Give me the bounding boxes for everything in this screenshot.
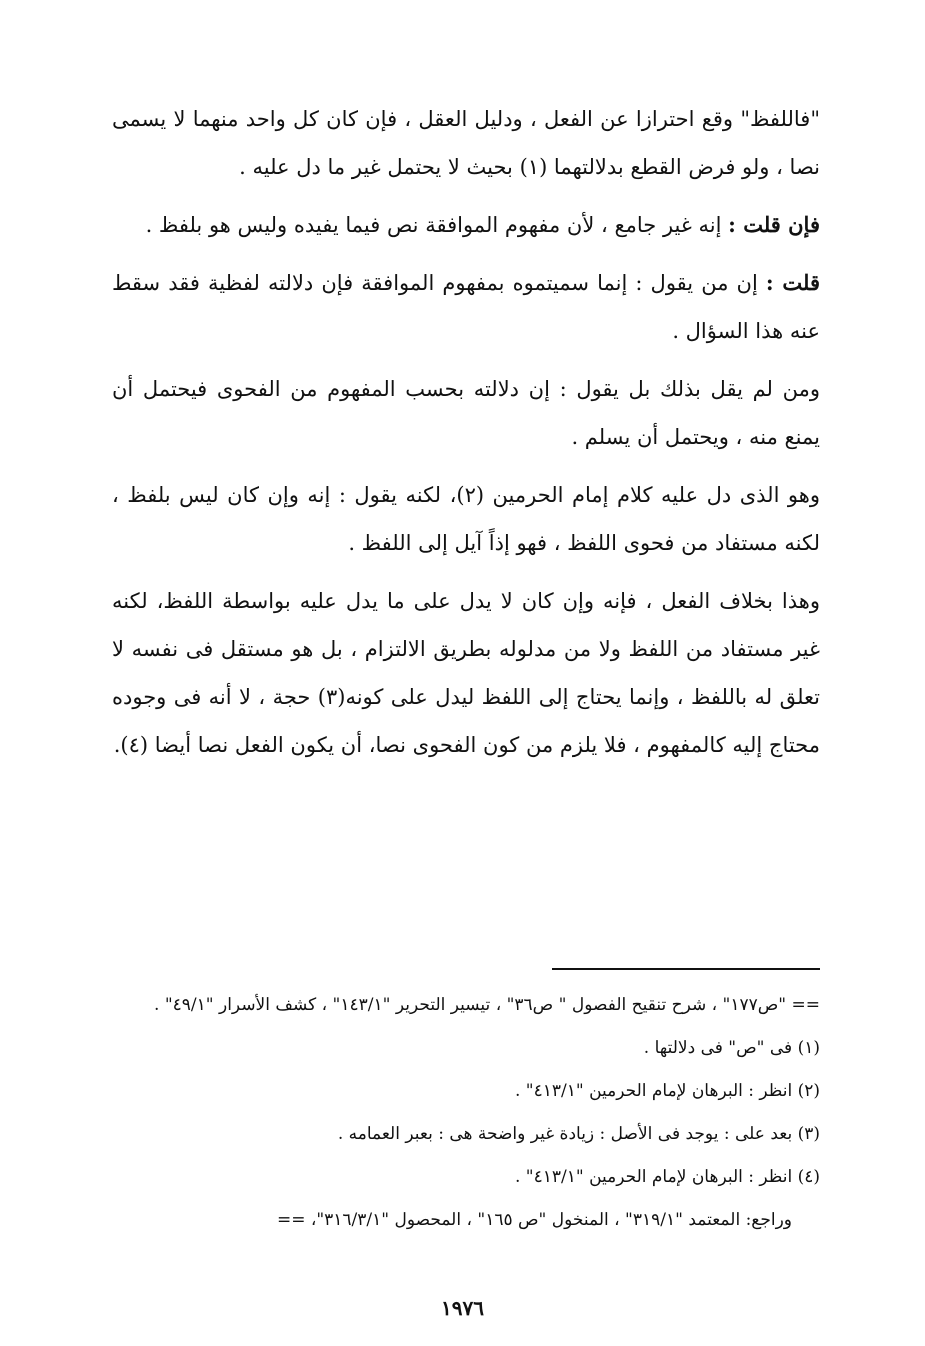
paragraph-6-text: وهذا بخلاف الفعل ، فإنه وإن كان لا يدل على ما يدل عليه بواسطة اللفظ، لكنه غير مستفاد من اللفظ ولا من مدلوله بطريق الالتزام ، بل هو مستقل فى نفسه لا تعلق له باللفظ ، وإنما يحتاج إلى اللفظ ليدل على كونه(٣) حجة ، لا أنه فى وجوده محتاج إليه كالمفهوم ، فلا يلزم من كون الفحوى نصا، أن يكون الفعل نصا أيضا (٤). bbox=[112, 589, 821, 757]
paragraph-3 bbox=[112, 259, 820, 355]
paragraph-1 bbox=[112, 95, 820, 191]
paragraph-5 bbox=[112, 471, 820, 567]
paragraph-4 bbox=[112, 365, 820, 461]
paragraph-2-text: إنه غير جامع ، لأن مفهوم الموافقة نص فيما يفيده وليس هو بلفظ . bbox=[145, 213, 729, 237]
footnotes bbox=[112, 988, 820, 1246]
paragraph-3-text: إن من يقول : إنما سميتموه بمفهوم الموافقة فإن دلالته لفظية فقد سقط عنه هذا السؤال . bbox=[112, 271, 820, 343]
paragraph-2 bbox=[112, 201, 820, 249]
footnote-continuation: وراجع: المعتمد "٣١٩/١" ، المنخول "ص ١٦٥" ، المحصول "٣١٦/٣/١"، == bbox=[276, 1210, 792, 1230]
footnote-2: (٢) انظر : البرهان لإمام الحرمين "٤١٣/١" . bbox=[514, 1081, 820, 1101]
paragraph-5-text: وهو الذى دل عليه كلام إمام الحرمين (٢)، لكنه يقول : إنه وإن كان ليس بلفظ ، لكنه مستفاد من فحوى اللفظ ، فهو إذاً آيل إلى اللفظ . bbox=[112, 483, 820, 555]
paragraph-6 bbox=[112, 577, 820, 769]
footnote-4: (٤) انظر : البرهان لإمام الحرمين "٤١٣/١" . bbox=[514, 1167, 820, 1187]
footnote-3: (٣) بعد على : يوجد فى الأصل : زيادة غير واضحة هى : بعبر العمامه . bbox=[337, 1124, 820, 1144]
paragraph-4-text: ومن لم يقل بذلك بل يقول : إن دلالته بحسب المفهوم من الفحوى فيحتمل أن يمنع منه ، ويحتمل أن يسلم . bbox=[112, 377, 820, 449]
paragraph-3-lead: قلت : bbox=[765, 270, 820, 295]
footnote-1: (١) فى "ص" فى دلالتها . bbox=[643, 1038, 820, 1058]
main-text bbox=[112, 95, 820, 779]
paragraph-1-text: "فاللفظ" وقع احترازا عن الفعل ، ودليل العقل ، فإن كان كل واحد منهما لا يسمى نصا ، ولو فرض القطع بدلالتهما (١) بحيث لا يحتمل غير ما دل عليه . bbox=[112, 107, 820, 179]
footnote-carryover: == "ص١٧٧" ، شرح تنقيح الفصول " ص٣٦" ، تيسير التحرير "١٤٣/١" ، كشف الأسرار "٤٩/١" . bbox=[154, 995, 820, 1015]
page-number: ١٩٧٦ bbox=[441, 1296, 484, 1320]
footnote-separator bbox=[552, 968, 820, 970]
paragraph-2-lead: فإن قلت : bbox=[728, 212, 820, 237]
